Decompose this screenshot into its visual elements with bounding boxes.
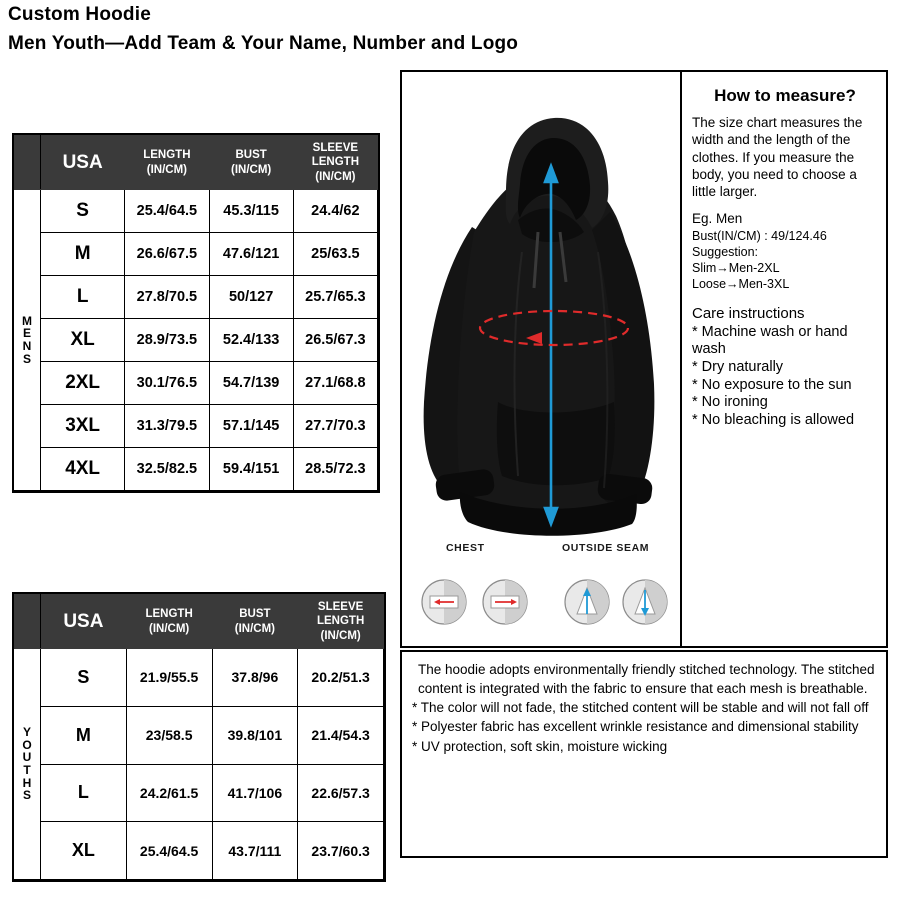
cell-sleeve: 25.7/65.3 <box>293 276 377 319</box>
fabric-note-bullet: * UV protection, soft skin, moisture wicking <box>412 738 668 754</box>
mens-side-label-header <box>14 136 41 190</box>
cell-bust: 37.8/96 <box>212 649 298 707</box>
cell-size: XL <box>41 319 125 362</box>
cell-size: S <box>41 649 127 707</box>
cell-length: 31.3/79.5 <box>125 404 209 447</box>
youth-col-sleeve-main: SLEEVE LENGTH <box>316 601 365 628</box>
suggestion-label: Suggestion: <box>692 244 759 259</box>
cell-length: 25.4/64.5 <box>125 190 209 233</box>
cell-size: 3XL <box>41 404 125 447</box>
mens-size-table-grid <box>14 135 378 491</box>
cell-size: M <box>41 233 125 276</box>
cell-size: 4XL <box>41 447 125 490</box>
cell-size: S <box>41 190 125 233</box>
fabric-note-panel <box>400 650 888 858</box>
mens-side-label <box>14 190 41 491</box>
youth-col-sleeve <box>298 595 384 649</box>
cell-bust: 50/127 <box>209 276 293 319</box>
youth-col-sleeve-sub: (IN/CM) <box>320 629 361 642</box>
cell-sleeve: 28.5/72.3 <box>293 447 377 490</box>
spacer <box>692 200 878 210</box>
mens-side-label-s: S <box>22 351 31 366</box>
youth-col-length-sub: (IN/CM) <box>149 622 190 635</box>
table-row <box>14 706 384 764</box>
cell-sleeve: 24.4/62 <box>293 190 377 233</box>
cell-length: 30.1/76.5 <box>125 362 209 405</box>
cell-length: 32.5/82.5 <box>125 447 209 490</box>
youth-table-header <box>14 595 384 649</box>
fabric-note-paragraph: The hoodie adopts environmentally friendly stitched technology. The stitched content is integrated with the fabric to ensure that each mesh is breathable. <box>418 662 875 697</box>
mens-col-bust-sub: (IN/CM) <box>231 163 272 176</box>
mens-col-length <box>125 136 209 190</box>
mens-col-sleeve-sub: (IN/CM) <box>315 170 356 183</box>
care-item: * Machine wash or hand wash <box>692 323 848 358</box>
cell-sleeve: 21.4/54.3 <box>298 706 384 764</box>
hoodie-image-panel <box>400 70 682 648</box>
cell-length: 28.9/73.5 <box>125 319 209 362</box>
youth-side-label-h: H <box>22 775 32 790</box>
how-to-measure-panel <box>682 70 888 648</box>
outside-seam-icon-left <box>565 580 609 624</box>
mens-col-usa: USA <box>41 136 125 190</box>
mens-table-header <box>14 136 378 190</box>
fabric-note-bullet: * Polyester fabric has excellent wrinkle resistance and dimensional stability <box>412 719 859 735</box>
cell-bust: 47.6/121 <box>209 233 293 276</box>
table-row <box>14 649 384 707</box>
chest-caption: CHEST <box>446 542 485 554</box>
youth-side-label-u: U <box>22 750 32 765</box>
cell-size: XL <box>41 822 127 880</box>
cell-bust: 57.1/145 <box>209 404 293 447</box>
cell-length: 26.6/67.5 <box>125 233 209 276</box>
measure-icons <box>402 572 680 634</box>
chest-icon-left <box>422 580 466 624</box>
youth-size-table-grid <box>14 594 384 880</box>
mens-size-table <box>12 133 380 493</box>
youth-col-usa: USA <box>41 595 127 649</box>
youth-side-label-header <box>14 595 41 649</box>
cell-sleeve: 23.7/60.3 <box>298 822 384 880</box>
youth-side-label-y: Y <box>22 725 31 740</box>
table-row <box>14 764 384 822</box>
youth-col-bust <box>212 595 298 649</box>
table-row <box>14 276 378 319</box>
cell-bust: 39.8/101 <box>212 706 298 764</box>
table-row <box>14 233 378 276</box>
youth-side-label <box>14 649 41 880</box>
cell-length: 23/58.5 <box>126 706 212 764</box>
table-row <box>14 190 378 233</box>
cell-sleeve: 20.2/51.3 <box>298 649 384 707</box>
outside-seam-caption: OUTSIDE SEAM <box>562 542 650 554</box>
youth-size-table <box>12 592 386 882</box>
suggestion-loose: Loose→Men-3XL <box>692 277 790 292</box>
youth-side-label-t: T <box>23 763 31 778</box>
youth-side-label-s: S <box>22 788 31 803</box>
how-to-measure-body: The size chart measures the width and the length of the clothes. If you measure the body, you need to choose a little larger. <box>692 115 863 200</box>
mens-col-sleeve <box>293 136 377 190</box>
cell-length: 21.9/55.5 <box>126 649 212 707</box>
cell-length: 27.8/70.5 <box>125 276 209 319</box>
mens-col-sleeve-main: SLEEVE LENGTH <box>311 142 360 169</box>
mens-side-label-m: M <box>22 313 32 328</box>
cell-bust: 59.4/151 <box>209 447 293 490</box>
cell-bust: 41.7/106 <box>212 764 298 822</box>
table-row <box>14 319 378 362</box>
mens-table-body <box>14 190 378 491</box>
care-item: * No bleaching is allowed <box>692 412 855 429</box>
mens-col-length-sub: (IN/CM) <box>146 163 187 176</box>
cell-size: L <box>41 764 127 822</box>
cell-bust: 45.3/115 <box>209 190 293 233</box>
mens-side-label-e: E <box>22 326 31 341</box>
cell-length: 24.2/61.5 <box>126 764 212 822</box>
mens-col-length-main: LENGTH <box>143 149 191 162</box>
cell-size: 2XL <box>41 362 125 405</box>
youth-table-body <box>14 649 384 880</box>
mens-side-label-n: N <box>22 339 32 354</box>
table-row <box>14 447 378 490</box>
youth-col-length-main: LENGTH <box>145 608 193 621</box>
mens-col-bust <box>209 136 293 190</box>
mens-col-bust-main: BUST <box>235 149 267 162</box>
care-instructions-title: Care instructions <box>692 304 805 322</box>
suggestion-slim: Slim→Men-2XL <box>692 261 780 276</box>
outside-seam-icon-right <box>623 580 667 624</box>
care-item: * Dry naturally <box>692 358 784 375</box>
hoodie-illustration <box>402 72 680 646</box>
care-item: * No exposure to the sun <box>692 376 852 393</box>
table-row <box>14 822 384 880</box>
youth-col-bust-sub: (IN/CM) <box>234 622 275 635</box>
chest-icon-right <box>483 580 527 624</box>
cell-bust: 52.4/133 <box>209 319 293 362</box>
fabric-note-bullet: * The color will not fade, the stitched content will be stable and will not fall off <box>412 700 869 716</box>
how-to-measure-title: How to measure? <box>714 86 856 105</box>
cell-sleeve: 27.1/68.8 <box>293 362 377 405</box>
youth-col-length <box>126 595 212 649</box>
cell-bust: 54.7/139 <box>209 362 293 405</box>
cell-sleeve: 25/63.5 <box>293 233 377 276</box>
table-row <box>14 404 378 447</box>
youth-side-label-o: O <box>22 737 32 752</box>
youth-col-bust-main: BUST <box>239 608 271 621</box>
example-bust: Bust(IN/CM) : 49/124.46 <box>692 228 827 243</box>
cell-bust: 43.7/111 <box>212 822 298 880</box>
cell-sleeve: 22.6/57.3 <box>298 764 384 822</box>
care-item: * No ironing <box>692 394 768 411</box>
cell-size: L <box>41 276 125 319</box>
table-row <box>14 362 378 405</box>
page-subtitle: Men Youth—Add Team & Your Name, Number and Logo <box>8 33 519 54</box>
cell-sleeve: 26.5/67.3 <box>293 319 377 362</box>
cell-sleeve: 27.7/70.3 <box>293 404 377 447</box>
example-line: Eg. Men <box>692 211 743 227</box>
cell-length: 25.4/64.5 <box>126 822 212 880</box>
page-title: Custom Hoodie <box>8 4 151 25</box>
cell-size: M <box>41 706 127 764</box>
